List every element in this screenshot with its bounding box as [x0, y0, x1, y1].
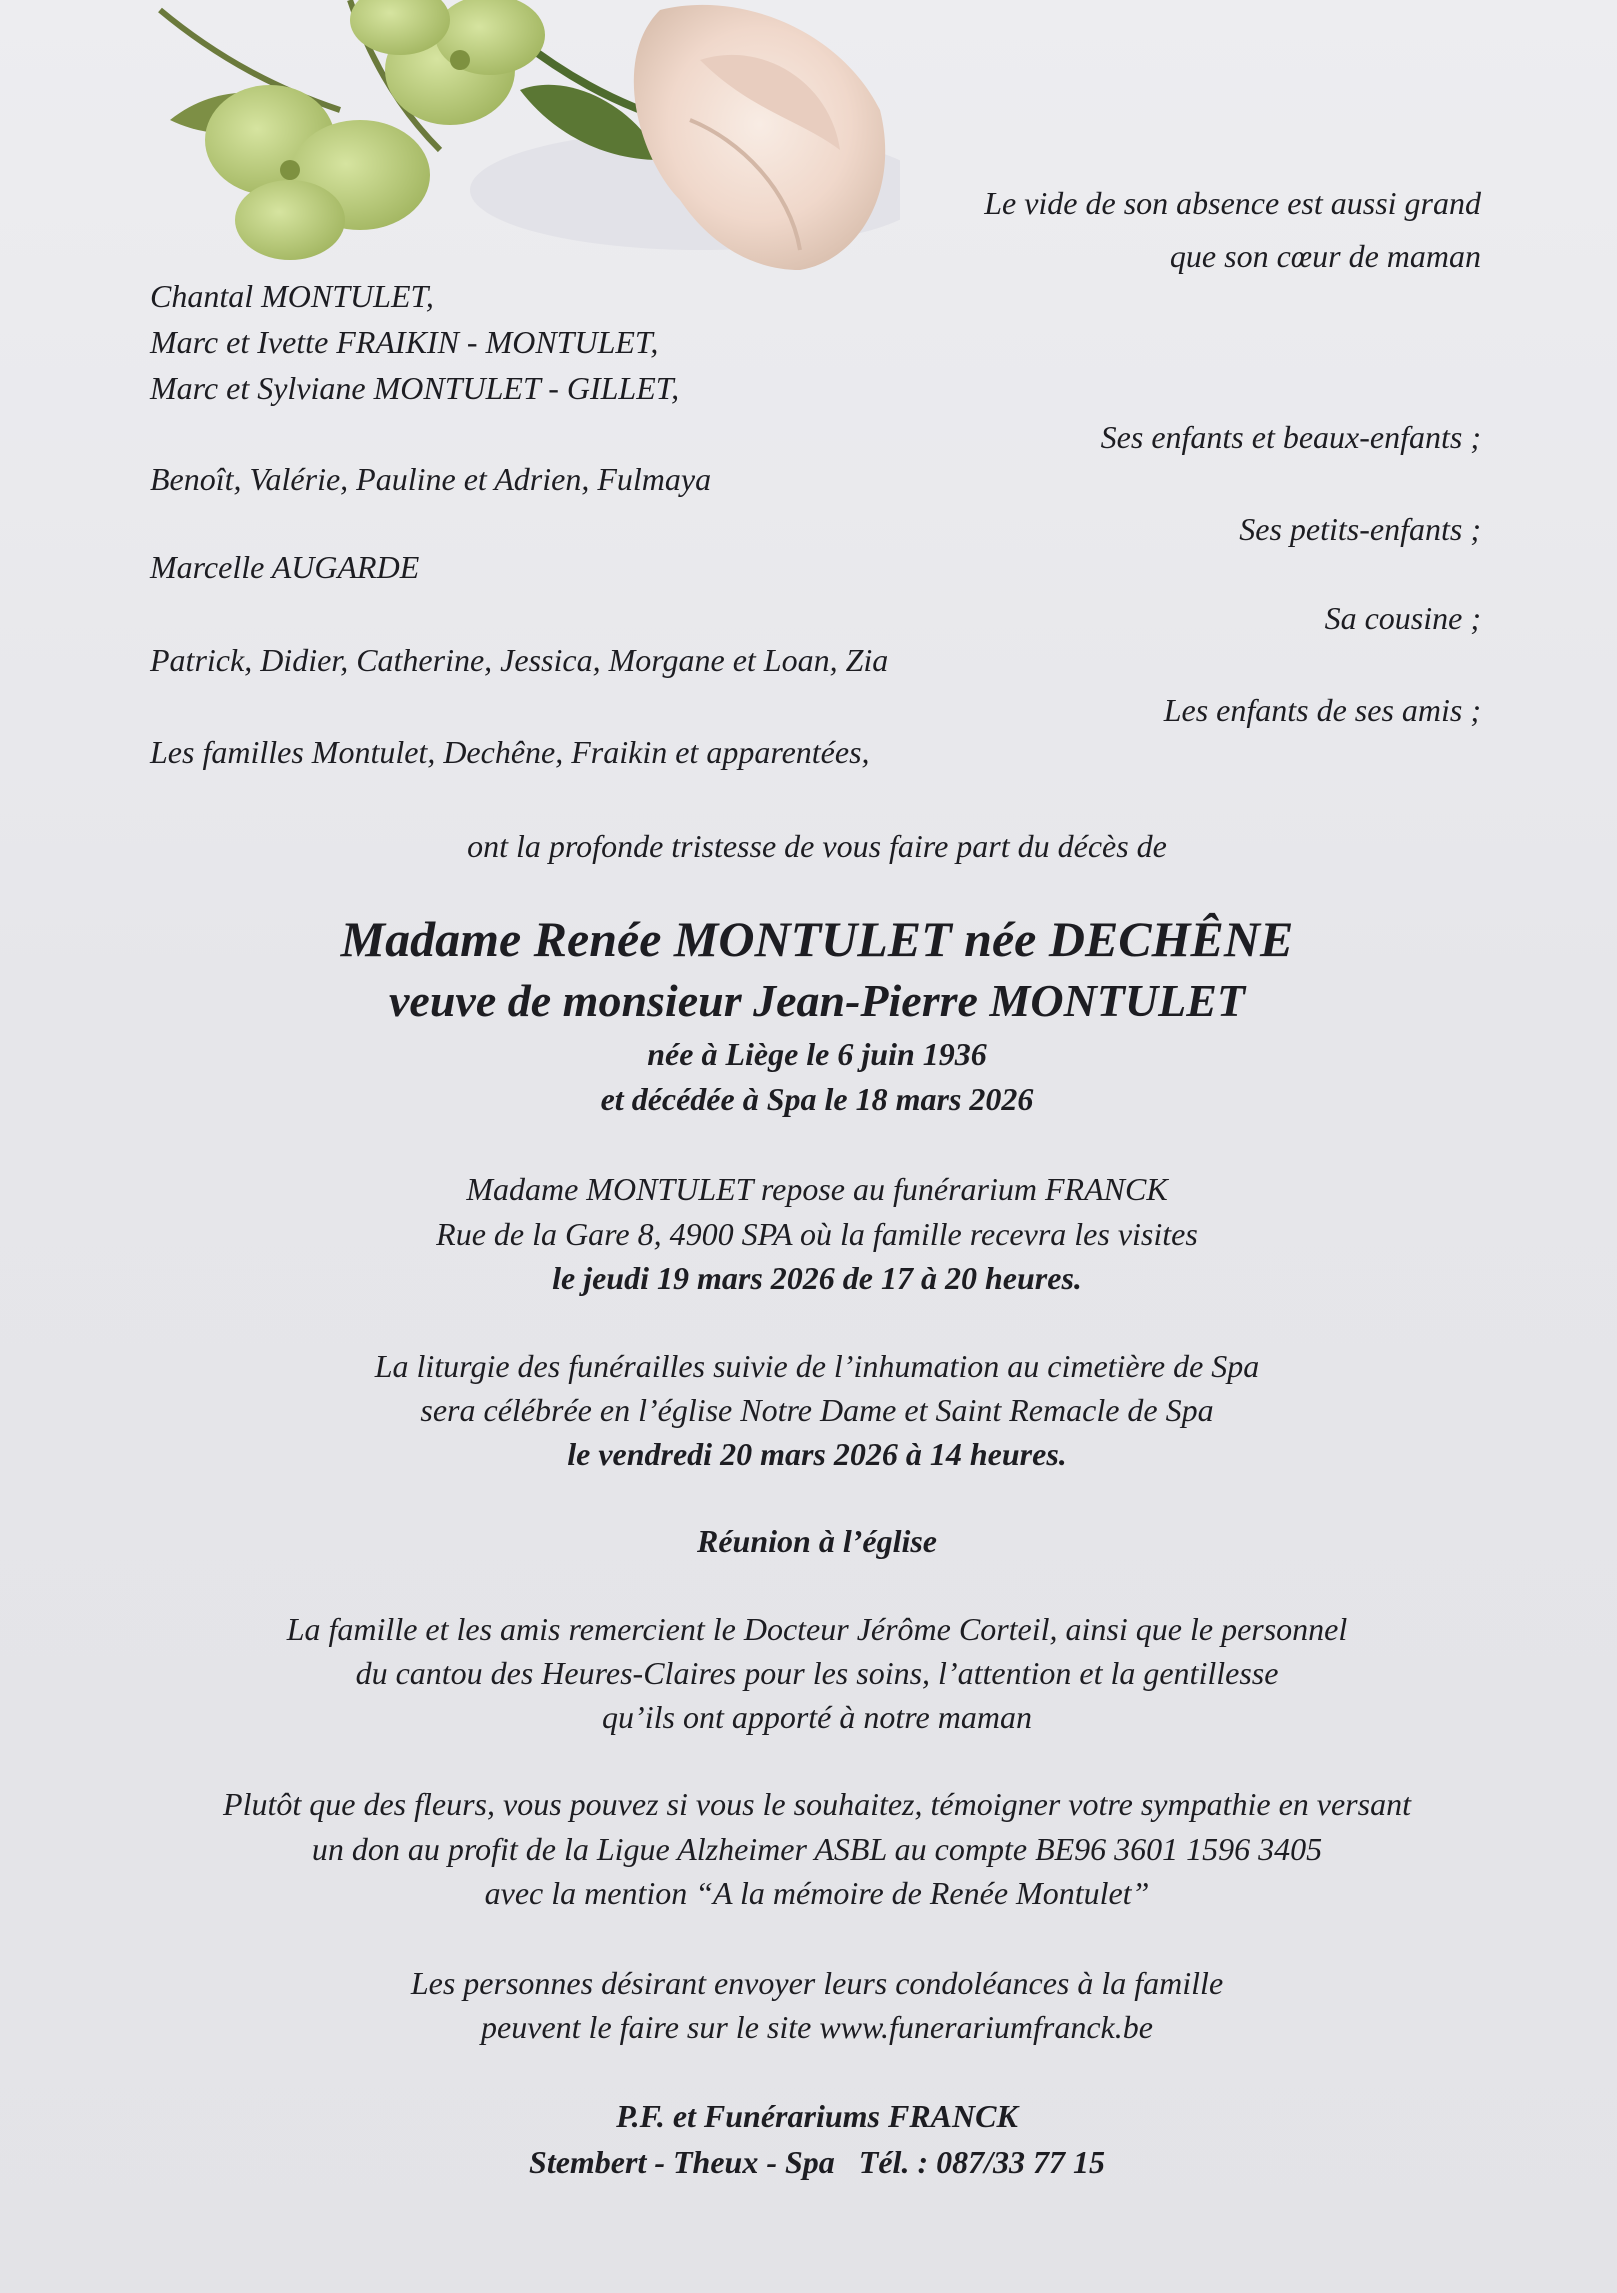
- children-label: Ses enfants et beaux-enfants ;: [1100, 419, 1481, 455]
- donation-line: un don au profit de la Ligue Alzheimer ASBL au compte BE96 3601 1596 3405: [311, 1831, 1323, 1867]
- visitation-line: Rue de la Gare 8, 4900 SPA où la famille recevra les visites: [436, 1216, 1198, 1252]
- families-line: Les familles Montulet, Dechêne, Fraikin et apparentées,: [150, 734, 870, 770]
- children-name: Marc et Ivette FRAIKIN - MONTULET,: [150, 324, 659, 360]
- visitation-time: le jeudi 19 mars 2026 de 17 à 20 heures.: [552, 1260, 1082, 1296]
- condolences-line: Les personnes désirant envoyer leurs condoléances à la famille: [410, 1965, 1224, 2001]
- thanks-line: La famille et les amis remercient le Docteur Jérôme Corteil, ainsi que le personnel: [286, 1611, 1348, 1647]
- cousin-label: Sa cousine ;: [1324, 600, 1481, 636]
- funeral-home-contact: [0, 2142, 1617, 2182]
- deceased-name: Madame Renée MONTULET née DECHÊNE: [340, 911, 1294, 967]
- death-info: et décédée à Spa le 18 mars 2026: [600, 1081, 1034, 1117]
- thanks-line: du cantou des Heures-Claires pour les soins, l’attention et la gentillesse: [355, 1655, 1279, 1691]
- condolences-line: peuvent le faire sur le site www.funerariumfranck.be: [481, 2009, 1153, 2045]
- cousin-name: Marcelle AUGARDE: [150, 549, 420, 585]
- epigraph-line: Le vide de son absence est aussi grand: [984, 185, 1481, 221]
- funeral-line: La liturgie des funérailles suivie de l’inhumation au cimetière de Spa: [374, 1348, 1260, 1384]
- funeral-time: le vendredi 20 mars 2026 à 14 heures.: [567, 1436, 1067, 1472]
- friends-children-names: Patrick, Didier, Catherine, Jessica, Morgane et Loan, Zia: [150, 642, 889, 678]
- friends-children-label: Les enfants de ses amis ;: [1163, 692, 1481, 728]
- children-name: Chantal MONTULET,: [150, 278, 434, 314]
- birth-info: née à Liège le 6 juin 1936: [647, 1036, 987, 1072]
- grandchildren-label: Ses petits-enfants ;: [1239, 511, 1481, 547]
- epigraph-line: que son cœur de maman: [1169, 238, 1481, 274]
- funeral-home-locations: Stembert - Theux - Spa: [529, 2144, 835, 2180]
- children-name: Marc et Sylviane MONTULET - GILLET,: [150, 370, 680, 406]
- flower-decoration-icon: [140, 0, 900, 290]
- donation-line: Plutôt que des fleurs, vous pouvez si vous le souhaitez, témoigner votre sympathie en versant: [223, 1786, 1411, 1822]
- funeral-home-name: P.F. et Funérariums FRANCK: [616, 2098, 1018, 2134]
- widow-of: veuve de monsieur Jean-Pierre MONTULET: [389, 975, 1245, 1026]
- announcement: ont la profonde tristesse de vous faire part du décès de: [467, 828, 1167, 864]
- funeral-line: sera célébrée en l’église Notre Dame et Saint Remacle de Spa: [420, 1392, 1214, 1428]
- grandchildren-names: Benoît, Valérie, Pauline et Adrien, Fulmaya: [150, 461, 712, 497]
- funeral-home-phone: Tél. : 087/33 77 15: [858, 2144, 1105, 2180]
- meeting-note: Réunion à l’église: [696, 1523, 937, 1559]
- visitation-line: Madame MONTULET repose au funérarium FRANCK: [466, 1171, 1168, 1207]
- donation-line: avec la mention “A la mémoire de Renée Montulet”: [484, 1875, 1150, 1911]
- thanks-line: qu’ils ont apporté à notre maman: [602, 1699, 1032, 1735]
